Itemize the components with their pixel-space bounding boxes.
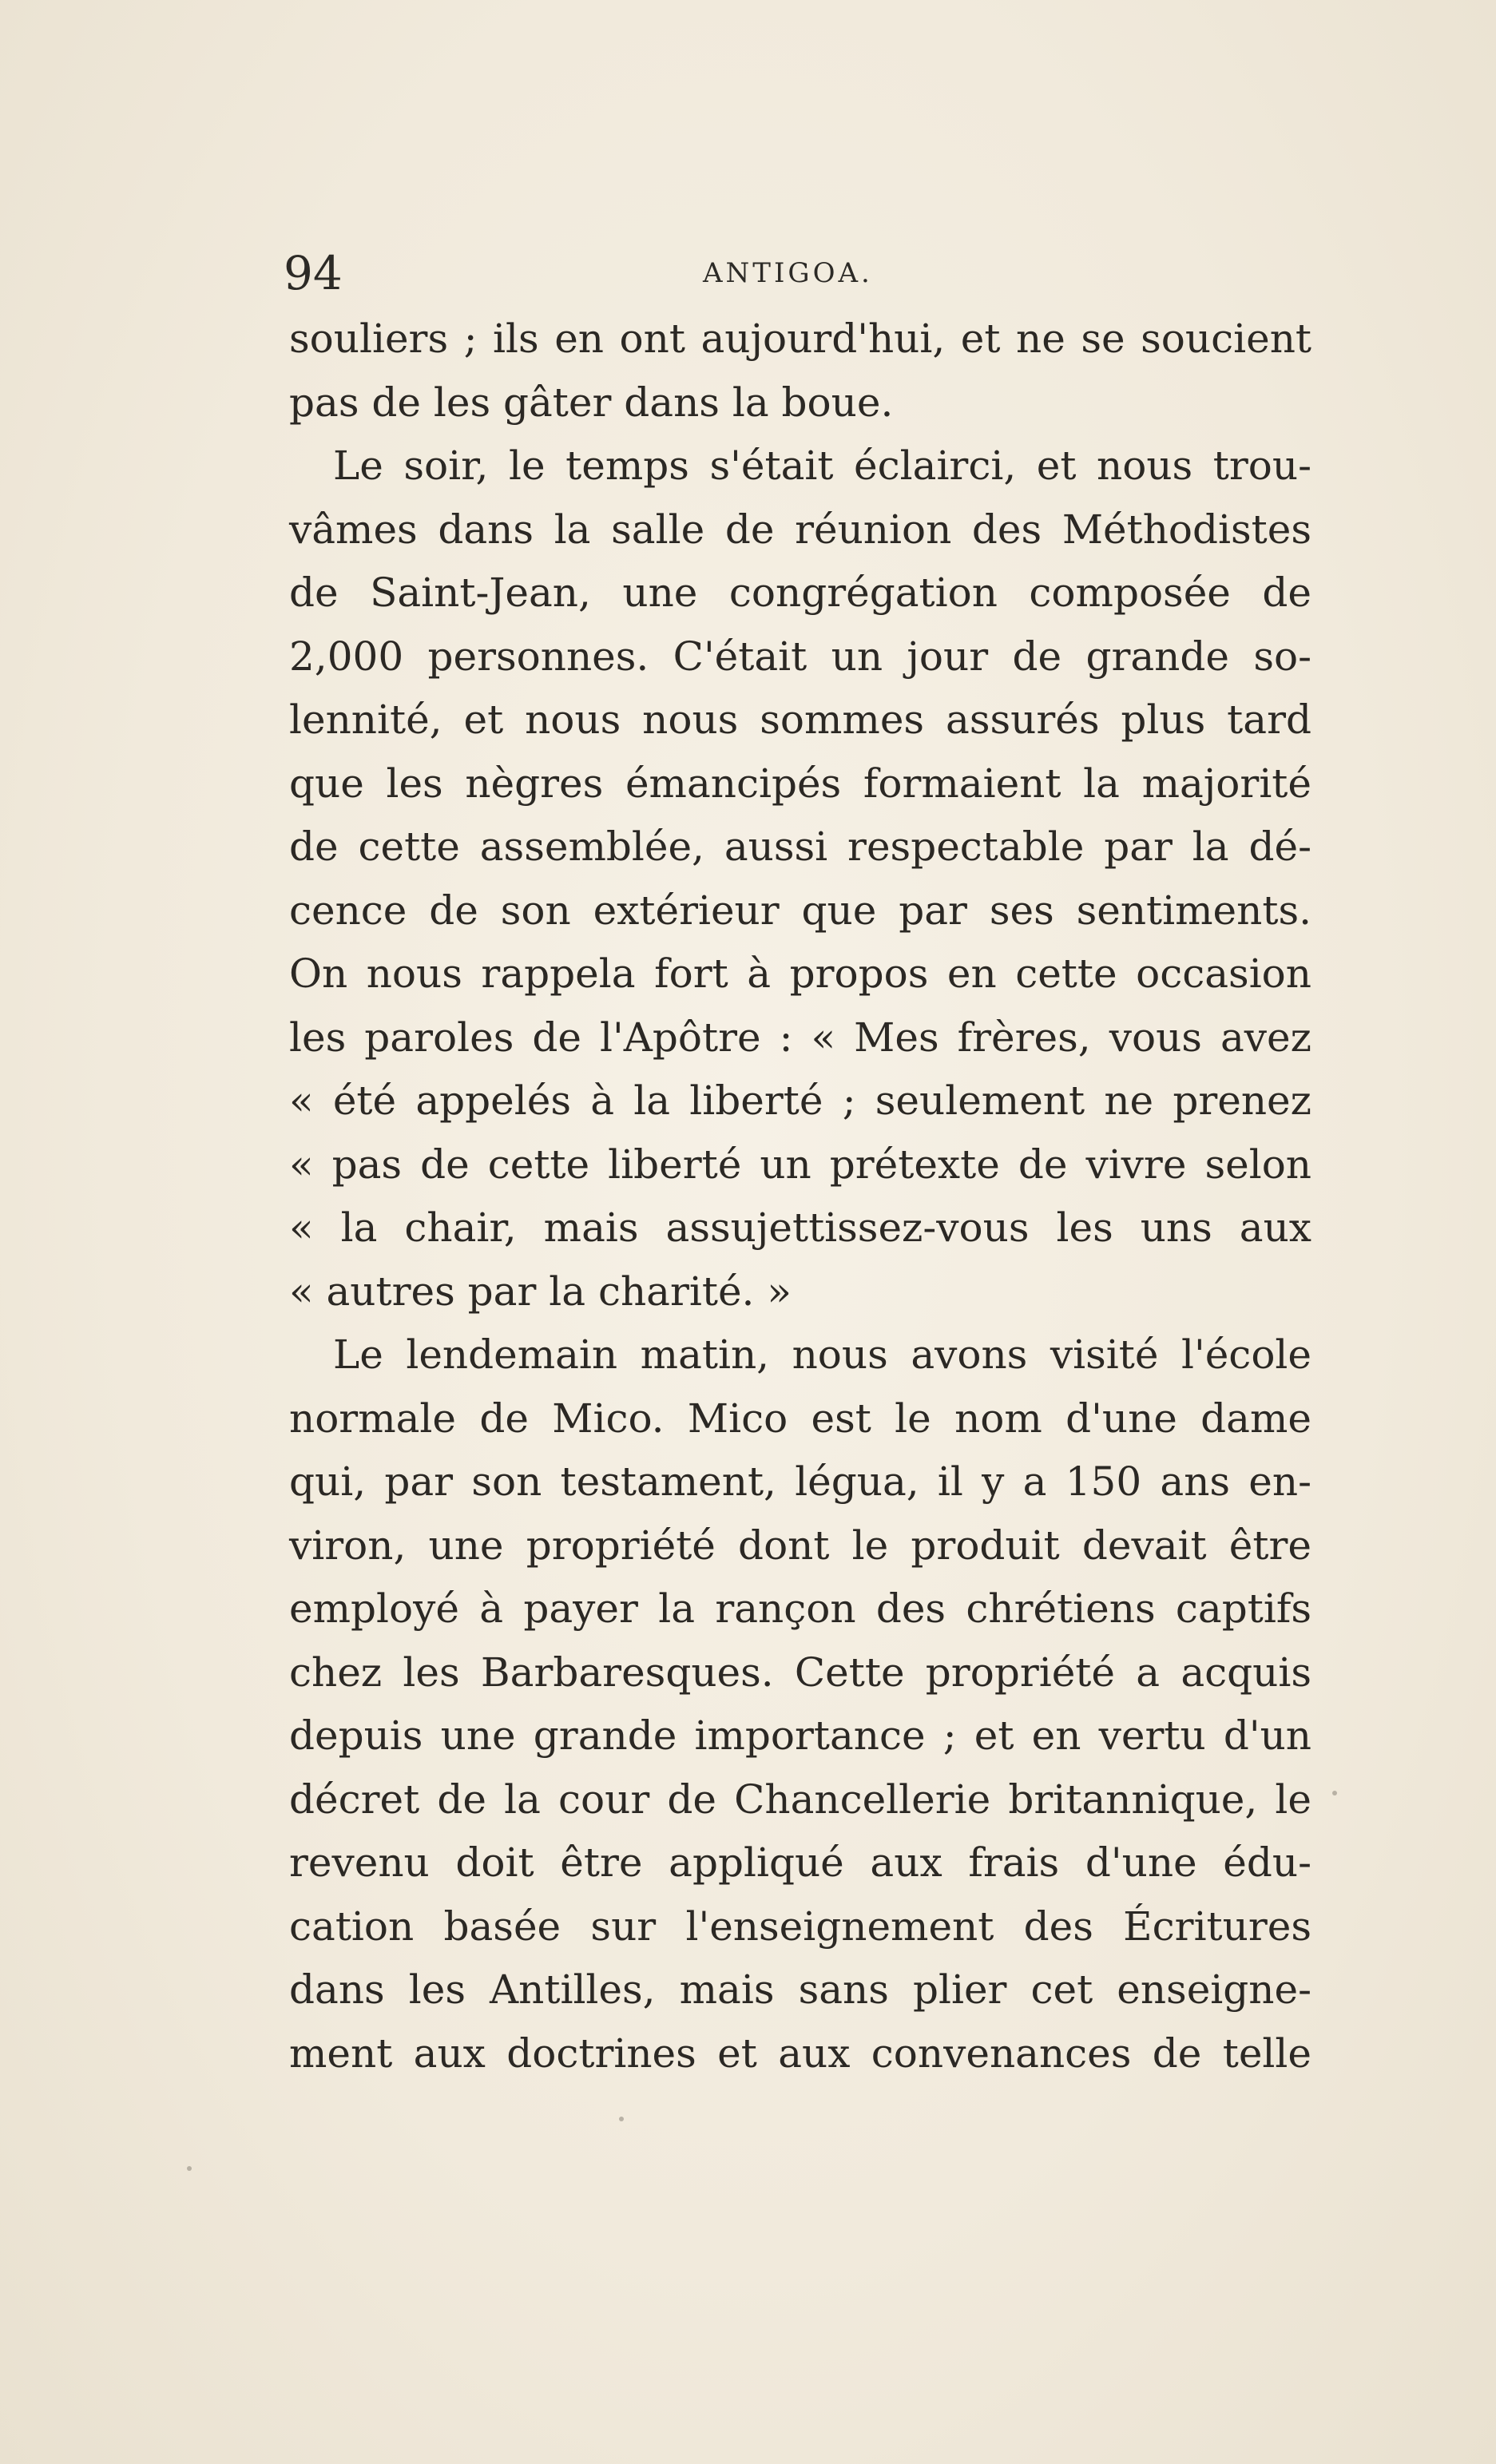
text-line: Le soir, le temps s'était éclairci, et nous trou-: [333, 442, 1311, 489]
paper-speck: [619, 2117, 624, 2121]
text-line: revenu doit être appliqué aux frais d'une édu-: [289, 1839, 1311, 1886]
paper-speck: [1332, 1791, 1337, 1795]
text-line: les paroles de l'Apôtre : « Mes frères, vous avez: [289, 1014, 1311, 1061]
text-line: cence de son extérieur que par ses sentiments.: [289, 887, 1311, 934]
text-line: Le lendemain matin, nous avons visité l'école: [333, 1331, 1311, 1378]
text-line: vâmes dans la salle de réunion des Méthodistes: [289, 506, 1311, 553]
text-line: ment aux doctrines et aux convenances de telle: [289, 2030, 1311, 2077]
text-line: dans les Antilles, mais sans plier cet enseigne-: [289, 1966, 1311, 2013]
text-line: qui, par son testament, légua, il y a 150 ans en-: [289, 1458, 1311, 1505]
text-line: lennité, et nous nous sommes assurés plus tard: [289, 696, 1311, 743]
text-line: « la chair, mais assujettissez-vous les uns aux: [289, 1204, 1311, 1251]
text-line: normale de Mico. Mico est le nom d'une dame: [289, 1395, 1311, 1442]
text-line: souliers ; ils en ont aujourd'hui, et ne se soucient: [289, 315, 1311, 362]
page-number: 94: [284, 246, 343, 300]
text-line: viron, une propriété dont le produit devait être: [289, 1522, 1311, 1569]
text-line: cation basée sur l'enseignement des Écritures: [289, 1903, 1311, 1950]
text-line: employé à payer la rançon des chrétiens captifs: [289, 1585, 1311, 1632]
text-line: que les nègres émancipés formaient la majorité: [289, 760, 1311, 807]
running-title: ANTIGOA.: [703, 257, 873, 289]
paper-speck: [187, 2166, 192, 2171]
text-line: « pas de cette liberté un prétexte de vivre selon: [289, 1141, 1311, 1188]
text-line: chez les Barbaresques. Cette propriété a acquis: [289, 1649, 1311, 1696]
text-line: depuis une grande importance ; et en vertu d'un: [289, 1712, 1311, 1759]
text-line: « été appelés à la liberté ; seulement ne prenez: [289, 1077, 1311, 1124]
body-text: [289, 308, 1311, 2085]
text-line: décret de la cour de Chancellerie britannique, le: [289, 1776, 1311, 1823]
text-line: On nous rappela fort à propos en cette occasion: [289, 950, 1311, 997]
text-line: « autres par la charité. »: [289, 1268, 792, 1315]
text-line: pas de les gâter dans la boue.: [289, 379, 894, 426]
text-line: de cette assemblée, aussi respectable par la dé-: [289, 823, 1311, 870]
text-line: de Saint-Jean, une congrégation composée de: [289, 569, 1311, 616]
text-line: 2,000 personnes. C'était un jour de grande so-: [289, 633, 1311, 680]
page-header: [284, 241, 1350, 305]
